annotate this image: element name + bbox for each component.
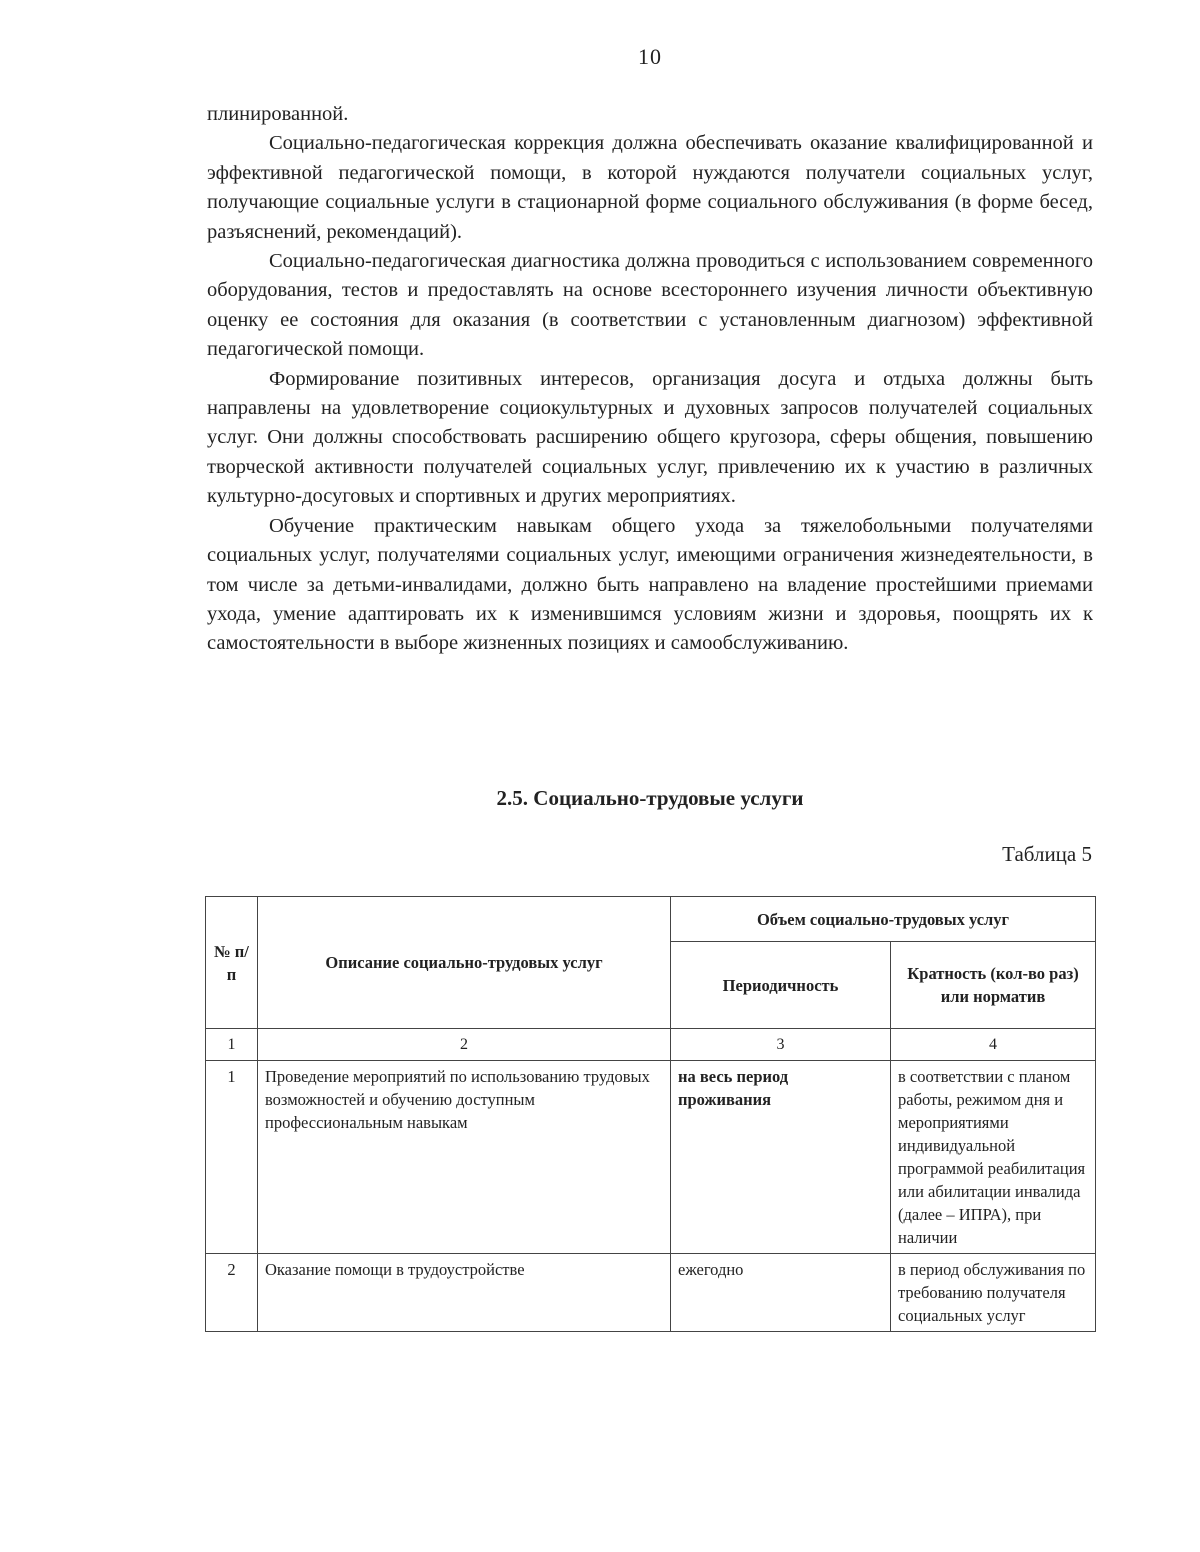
index-cell: 1 [206,1029,258,1061]
row-num: 1 [206,1061,258,1254]
paragraph-3: Социально-педагогическая диагностика должна проводиться с использованием современного оборудования, тестов и предоставлять на основе всестороннего изучения личности объективную оценку ее состояния для оказания (в соответствии с установленным диагнозом) эффективной педагогической помощи. [207,250,1093,361]
row-frequency: в соответствии с планом работы, режимом дня и мероприятиями индивидуальной программой реабилитация или абилитации инвалида (далее – ИПРА), при наличии [891,1061,1096,1254]
header-periodicity: Периодичность [671,942,891,1029]
row-frequency: в период обслуживания по требованию получателя социальных услуг [891,1254,1096,1332]
page-number: 10 [638,44,662,69]
table-row [206,1061,1096,1254]
paragraph-4: Формирование позитивных интересов, организация досуга и отдыха должны быть направлены на удовлетворение социокультурных и духовных запросов получателей социальных услуг. Они должны способствовать расширению общего кругозора, сферы общения, повышению творческой активности получателей социальных услуг, привлечению их к участию в различных культурно-досуговых и спортивных и других мероприятиях. [207,367,1093,508]
table-row [206,1254,1096,1332]
index-cell: 3 [671,1029,891,1061]
section-heading: 2.5. Социально-трудовые услуги [496,786,804,810]
row-periodicity: на весь период проживания [671,1061,891,1254]
body-text [207,100,1093,659]
header-frequency: Кратность (кол-во раз) или норматив [891,942,1096,1029]
row-periodicity: ежегодно [671,1254,891,1332]
header-num: № п/п [206,897,258,1029]
paragraph-1: плинированной. [207,103,349,125]
header-volume: Объем социально-трудовых услуг [671,897,1096,942]
table-header-row [206,897,1096,942]
index-cell: 4 [891,1029,1096,1061]
index-cell: 2 [258,1029,671,1061]
row-description: Проведение мероприятий по использованию трудовых возможностей и обучению доступным профессиональным навыкам [258,1061,671,1254]
paragraph-2: Социально-педагогическая коррекция должна обеспечивать оказание квалифицированной и эффективной педагогической помощи, в которой нуждаются получатели социальных услуг, получающие социальные услуги в стационарной форме социального обслуживания (в форме бесед, разъяснений, рекомендаций). [207,132,1093,243]
table-caption: Таблица 5 [1002,842,1092,866]
paragraph-5: Обучение практическим навыкам общего ухода за тяжелобольными получателями социальных услуг, получателями социальных услуг, имеющими ограничения жизнедеятельности, в том числе за детьми-инвалидами, должно быть направлено на владение простейшими приемами ухода, умение адаптировать их к изменившимся условиям жизни и здоровья, поощрять их к самостоятельности в выборе жизненных позициях и самообслуживанию. [207,514,1093,655]
row-num: 2 [206,1254,258,1332]
table-index-row [206,1029,1096,1061]
header-description: Описание социально-трудовых услуг [258,897,671,1029]
services-table [205,896,1096,1332]
row-description: Оказание помощи в трудоустройстве [258,1254,671,1332]
